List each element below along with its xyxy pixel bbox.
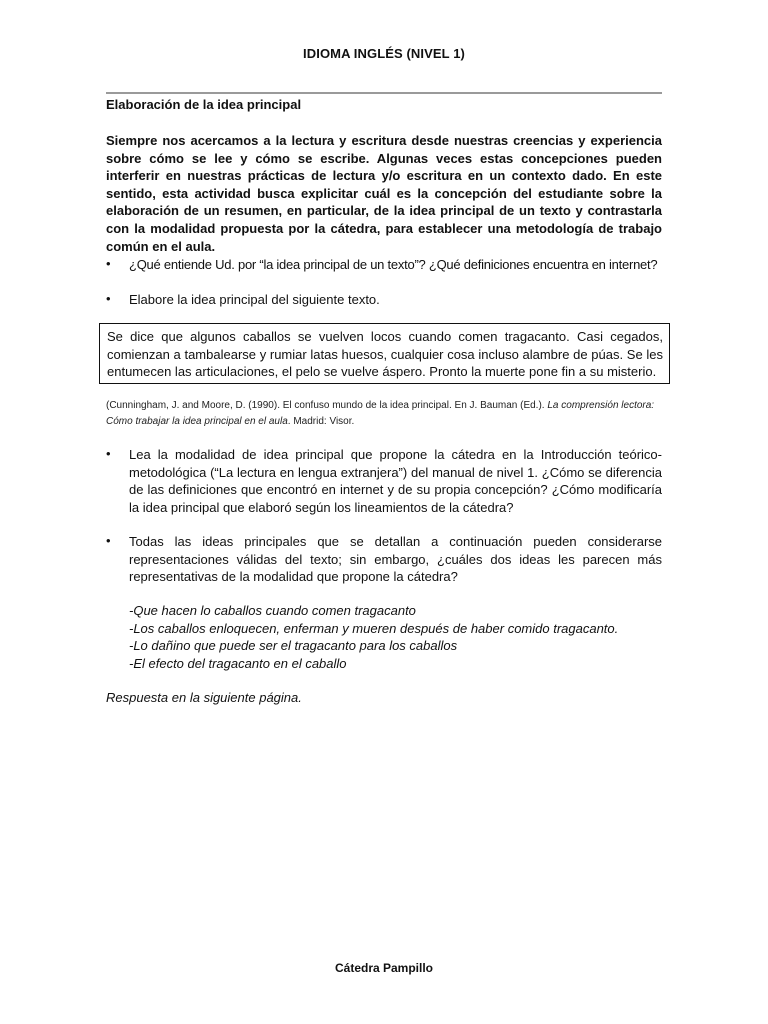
bullet-text: Elabore la idea principal del siguiente texto. xyxy=(129,292,380,307)
bullet-icon: • xyxy=(106,291,111,306)
bullet-text: ¿Qué entiende Ud. por “la idea principal de un texto”? ¿Qué definiciones encuentra en internet? xyxy=(129,257,658,272)
citation-text: (Cunningham, J. and Moore, D. (1990). El confuso mundo de la idea principal. En J. Bauman (Ed.). xyxy=(106,400,545,411)
bullet-text: Lea la modalidad de idea principal que propone la cátedra en la Introducción teórico-metodológica (“La lectura en lengua extranjera”) del manual de nivel 1. ¿Cómo se diferencia de las definiciones que encontró en internet y de su propia concepción? ¿Cómo modificaría la idea principal que elaboró según los lineamientos de la cátedra? xyxy=(129,447,662,515)
bullet-icon: • xyxy=(106,256,111,271)
bullet-item-question xyxy=(106,256,662,274)
idea-option: -Lo dañino que puede ser el tragacanto para los caballos xyxy=(129,638,458,654)
idea-options-list xyxy=(129,602,669,673)
bullet-icon: • xyxy=(106,533,111,548)
answer-note: Respuesta en la siguiente página. xyxy=(106,690,302,705)
idea-option: -Que hacen lo caballos cuando comen tragacanto xyxy=(129,603,416,618)
page-footer: Cátedra Pampillo xyxy=(334,961,434,975)
idea-option: -El efecto del tragacanto en el caballo xyxy=(129,656,347,672)
citation-book-title: La comprensión lectora: Cómo trabajar la idea principal en el aula xyxy=(106,400,655,427)
citation-publisher: . Madrid: Visor. xyxy=(287,415,355,427)
section-title: Elaboración de la idea principal xyxy=(106,97,302,112)
intro-paragraph: Siempre nos acercamos a la lectura y escritura desde nuestras creencias y experiencia sobre cómo se lee y cómo se escribe. Algunas veces estas concepciones pueden interferir en nuestras prácticas de lectura y/o escritura en un contexto dado. En este sentido, esta actividad busca explicitar cuál es la concepción del estudiante sobre la elaboración de un resumen, en particular, de la idea principal de un texto y contrastarla con la modalidad propuesta por la cátedra, para establecer una metodología de trabajo común en el aula. xyxy=(106,133,662,254)
citation xyxy=(106,398,662,429)
bullet-item-task xyxy=(106,291,662,309)
page-header-title: IDIOMA INGLÉS (NIVEL 1) xyxy=(303,46,465,61)
bullet-icon: • xyxy=(106,446,111,461)
bullet-item-ideas xyxy=(106,533,662,586)
header-divider xyxy=(106,92,662,94)
bullet-item-modalidad xyxy=(106,446,662,516)
quote-box: Se dice que algunos caballos se vuelven locos cuando comen tragacanto. Casi cegados, comienzan a tambalearse y rumiar latas huesos, cualquier cosa incluso alambre de púas. Se les entumecen las articulaciones, el pelo se vuelve áspero. Pronto la muerte pone fin a su misterio. xyxy=(99,323,670,384)
idea-option: -Los caballos enloquecen, enferman y mueren después de haber comido tragacanto. xyxy=(129,620,619,636)
bullet-text: Todas las ideas principales que se detallan a continuación pueden considerarse representaciones válidas del texto; sin embargo, ¿cuáles dos ideas les parecen más representativas de la modalidad que propone la cátedra? xyxy=(129,534,662,585)
